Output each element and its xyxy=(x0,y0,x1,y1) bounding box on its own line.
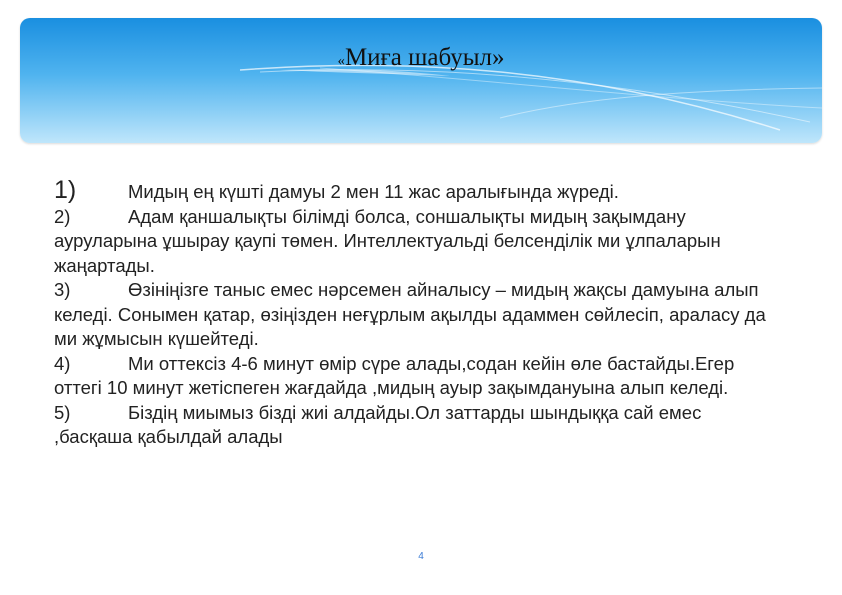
list-item xyxy=(54,278,784,352)
banner-swoosh-decoration xyxy=(20,18,822,143)
list-item xyxy=(54,352,784,401)
item-number: 1) xyxy=(54,176,77,204)
list-item xyxy=(54,205,784,279)
item-number: 2) xyxy=(54,205,71,227)
item-text: Адам қаншалықты білімді болса, соншалықты мидың зақымдану ауруларына ұшырау қаупі төмен. Интеллектуальді белсенділік ми ұлпаларын жаңартады. xyxy=(54,205,721,276)
slide-body xyxy=(54,178,784,450)
item-number: 3) xyxy=(54,279,71,300)
title-banner xyxy=(20,18,822,143)
title-text: Миға шабуыл» xyxy=(344,44,505,71)
item-text: Мидың ең күшті дамуы 2 мен 11 жас аралығында жүреді. xyxy=(128,181,619,202)
item-text: Өзініңізге таныс емес нәрсемен айналысу – мидың жақсы дамуына алып келеді. Сонымен қатар, өзіңізден неғұрлым ақылды адаммен сөйлесіп, араласу да ми жұмысын күшейтеді. xyxy=(54,279,766,349)
item-number: 5) xyxy=(54,401,71,423)
item-text: Ми оттексіз 4-6 минут өмір сүре алады,содан кейін өле бастайды.Егер оттегі 10 минут жетіспеген жағдайда ,мидың ауыр зақымдануына алып келеді. xyxy=(54,352,735,398)
list-item xyxy=(54,401,784,450)
item-text: Біздің миымыз бізді жиі алдайды.Ол заттарды шындыққа сай емес ,басқаша қабылдай алады xyxy=(54,401,702,447)
title-open-quote: « xyxy=(337,53,345,69)
slide-title xyxy=(20,44,822,72)
page-number: 4 xyxy=(418,551,424,562)
item-number: 4) xyxy=(54,352,71,374)
list-item xyxy=(54,178,784,205)
